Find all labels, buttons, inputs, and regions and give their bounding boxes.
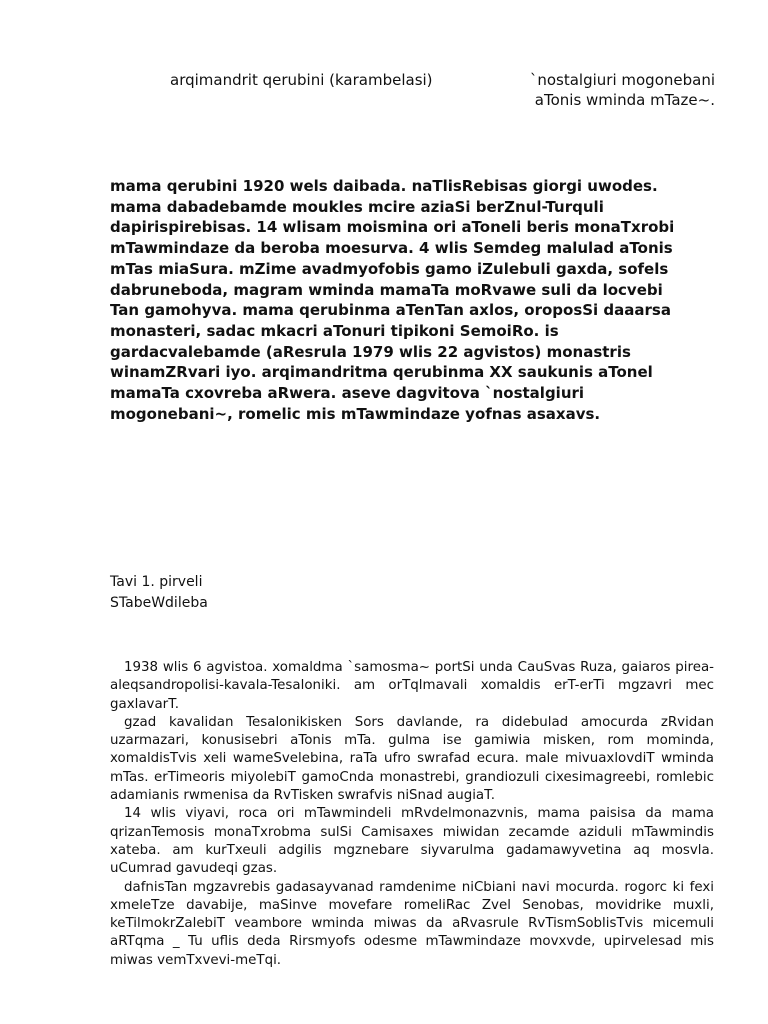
chapter-heading [110,572,208,614]
document-header [170,70,715,110]
chapter-number: Tavi 1. pirveli [110,574,203,590]
intro-line: dapirispirebisas. 14 wlisam moismina ori aToneli beris monaTxrobi [110,218,675,237]
body-paragraph: 14 wlis viyavi, roca ori mTawmindeli mRvdelmonazvnis, mama paisisa da mama qrizanTemosis monaTxrobma sulSi Camisaxes miwidan zecamde aziduli mTawmindis xateba. am kurTxeuli adgilis mgznebare siyvarulma gadamawyvetina aq mosvla. uCumrad gavudeqi gzas. [110,806,714,877]
intro-line: mogonebani~, romelic mis mTawmindaze yofnas asaxavs. [110,404,601,423]
intro-line: winamZRvari iyo. arqimandritma qerubinma XX saukunis aTonel [110,363,653,382]
header-row [170,70,715,90]
intro-line: mTawmindaze da beroba moesurva. 4 wlis Semdeg malulad aTonis [110,239,673,258]
body-paragraph: 1938 wlis 6 agvistoa. xomaldma `samosma~ portSi unda CauSvas Ruza, gaiaros pirea-aleqsandropolisi-kavala-Tesaloniki. am orTqlmavali xomaldis erT-erTi mgzavri mec gaxlavarT. [110,660,714,712]
chapter-body [110,659,714,970]
intro-section [110,176,720,424]
intro-line: mamaTa cxovreba aRwera. aseve dagvitova `nostalgiuri [110,384,585,403]
book-title-line-1: `nostalgiuri mogonebani [529,71,715,89]
intro-line: dabruneboda, magram wminda mamaTa moRvawe suli da locvebi [110,280,663,299]
intro-line: monasteri, sadac mkacri aTonuri tipikoni SemoiRo. is [110,321,559,340]
intro-line: Tan gamohyva. mama qerubinma aTenTan axlos, oroposSi daaarsa [110,301,671,320]
chapter-title: STabeWdileba [110,595,208,611]
intro-line: mama dabadebamde moukles mcire aziaSi berZnul-Turquli [110,197,604,216]
intro-line: mTas miaSura. mZime avadmyofobis gamo iZulebuli gaxda, sofels [110,259,669,278]
body-paragraph: dafnisTan mgzavrebis gadasayvanad ramdenime niCbiani navi mocurda. rogorc ki fexi xmeleTze davabije, maSinve movefare romeliRac Zvel Senobas, movidrike muxli, keTilmokrZalebiT veambore wminda miwas da aRvasrule RvTismSoblisTvis micemuli aRTqma _ Tu uflis deda Rirsmyofs odesme mTawmindaze movxvde, upirvelesad mis miwas vemTxvevi-meTqi. [110,879,714,968]
intro-line: gardacvalebamde (aResrula 1979 wlis 22 agvistos) monastris [110,342,631,361]
book-title-line-2: aTonis wminda mTaze~. [534,91,715,109]
author-name: arqimandrit qerubini (karambelasi) [170,71,433,89]
intro-line: mama qerubini 1920 wels daibada. naTlisRebisas giorgi uwodes. [110,177,658,195]
body-paragraph: gzad kavalidan Tesalonikisken Sors davlande, ra didebulad amocurda zRvidan uzarmazari, konusisebri aTonis mTa. gulma ise gamiwia misken, rom mominda, xomaldisTvis xeli wameSvelebina, raTa ufro swrafad ecura. male mivuaxlovdiT wminda mTas. erTimeoris miyolebiT gamoCnda monastrebi, grandiozuli cixesimagreebi, romlebic adamianis rwmenisa da RvTisken swrafvis niSnad augiaT. [110,714,714,804]
